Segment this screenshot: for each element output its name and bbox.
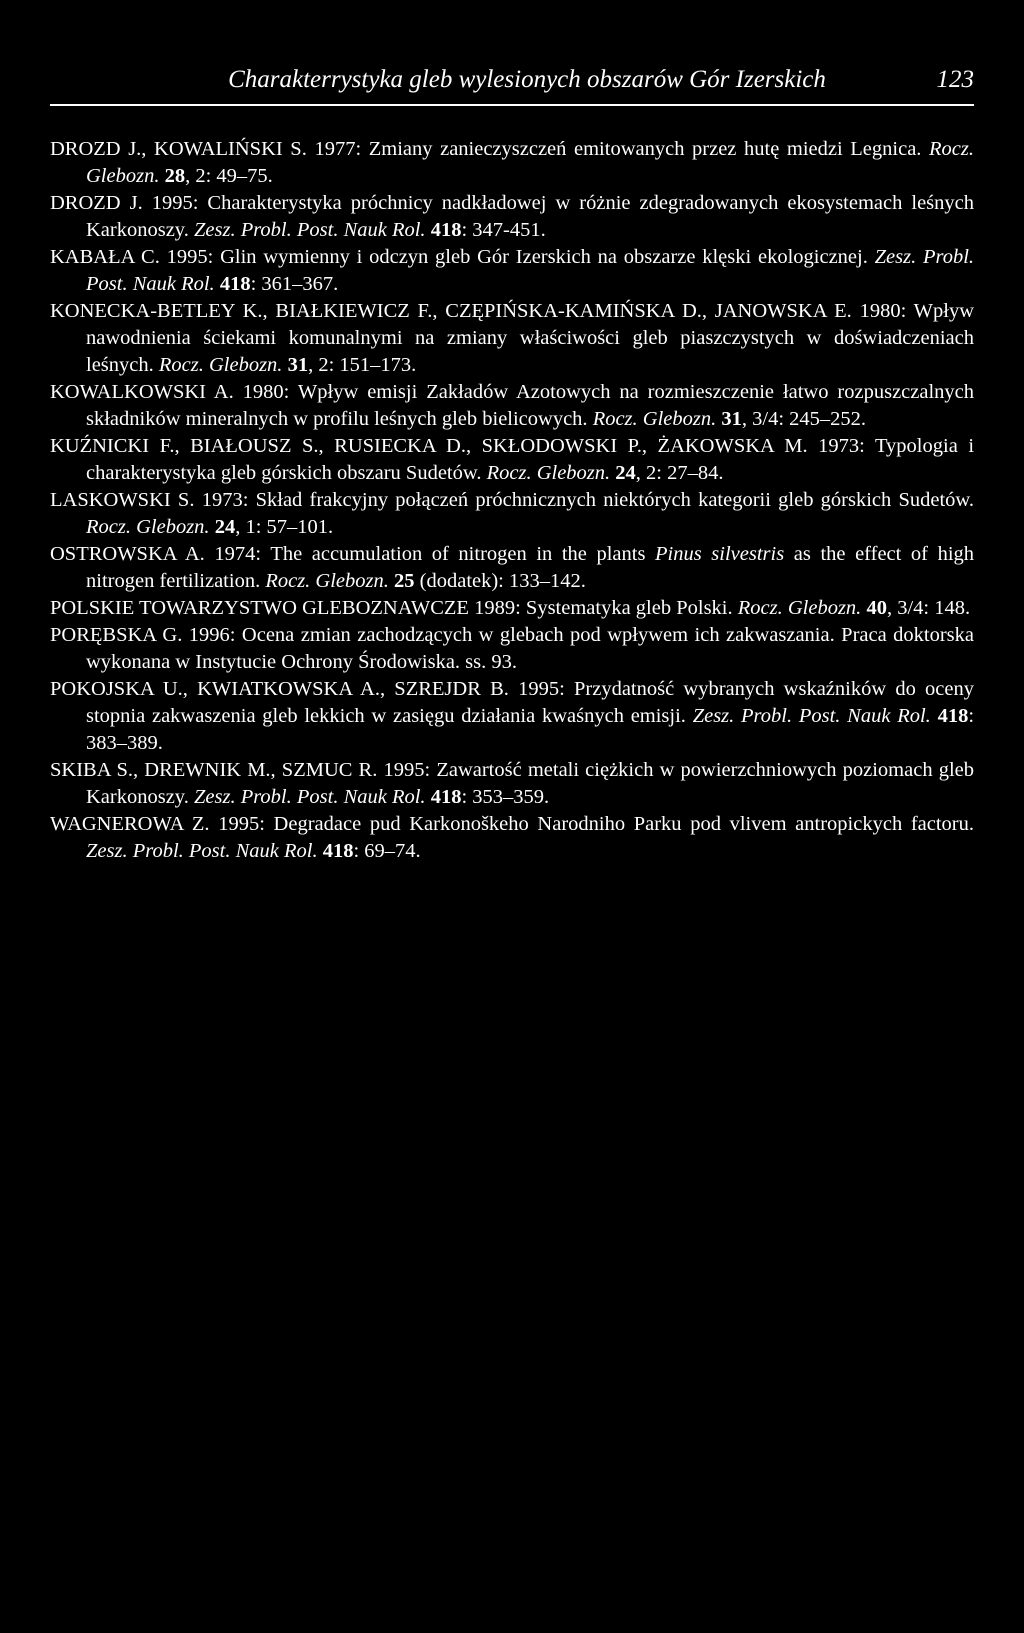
- reference-year: 1995: [383, 759, 425, 781]
- reference-year: 1973: [818, 435, 860, 457]
- reference-entry: DROZD J., KOWALIŃSKI S. 1977: Zmiany zanieczyszczeń emitowanych przez hutę miedzi Legnica. Rocz. Glebozn. 28, 2: 49–75.: [50, 138, 975, 187]
- reference-pages: : 353–359.: [461, 786, 550, 808]
- reference-journal: Rocz. Glebozn.: [265, 570, 389, 592]
- reference-entry: WAGNEROWA Z. 1995: Degradace pud Karkonoškeho Narodniho Parku pod vlivem antropickych factoru. Zesz. Probl. Post. Nauk Rol. 418: 69–74.: [50, 813, 975, 862]
- reference-authors: DROZD J.: [50, 192, 143, 214]
- reference-year: 1980: [859, 300, 901, 322]
- reference-year: 1995: [151, 192, 193, 214]
- reference-year: 1996: [188, 624, 230, 646]
- reference-volume: 418: [937, 705, 969, 727]
- reference-pages: , 3/4: 245–252.: [741, 408, 867, 430]
- reference-year: 1995: [218, 813, 260, 835]
- reference-list: [50, 136, 974, 865]
- reference-journal: Rocz. Glebozn.: [592, 408, 717, 430]
- reference-volume: 28: [164, 165, 186, 187]
- reference-year: 1995: [166, 246, 208, 268]
- reference-title: Zmiany zanieczyszczeń emitowanych przez hutę miedzi Legnica.: [368, 138, 922, 160]
- reference-entry: DROZD J. 1995: Charakterystyka próchnicy nadkładowej w różnie zdegradowanych ekosystemach leśnych Karkonoszy. Zesz. Probl. Post. Nauk Rol. 418: 347-451.: [50, 192, 974, 241]
- reference-year: 1989: [474, 597, 516, 619]
- reference-pages: : 69–74.: [353, 840, 421, 862]
- reference-authors: OSTROWSKA A.: [50, 543, 205, 565]
- reference-authors: KABAŁA C.: [50, 246, 160, 268]
- reference-volume: 31: [287, 354, 309, 376]
- reference-pages: : 361–367.: [250, 273, 339, 295]
- reference-title: Typologia i charakterystyka gleb górskich obszaru Sudetów.: [86, 435, 975, 484]
- reference-pages: , 1: 57–101.: [235, 516, 334, 538]
- reference-pages: , 3/4: 148.: [886, 597, 971, 619]
- reference-volume: 24: [615, 462, 636, 484]
- reference-entry: KONECKA-BETLEY K., BIAŁKIEWICZ F., CZĘPIŃSKA-KAMIŃSKA D., JANOWSKA E. 1980: Wpływ nawodnienia ściekami komunalnymi na zmiany właściwości gleb piaszczystych w doświadczeniach leśnych. Rocz. Glebozn. 31, 2: 151–173.: [50, 300, 975, 376]
- reference-entry: OSTROWSKA A. 1974: The accumulation of nitrogen in the plants Pinus silvestris as the effect of high nitrogen fertilization. Rocz. Glebozn. 25 (dodatek): 133–142.: [50, 543, 975, 592]
- page-number: 123: [936, 66, 974, 93]
- reference-year: 1974: [214, 543, 256, 565]
- reference-title: The accumulation of nitrogen in the plants: [270, 543, 646, 565]
- reference-pages: : 347-451.: [461, 219, 546, 241]
- reference-authors: PORĘBSKA G.: [50, 624, 183, 646]
- reference-authors: SKIBA S., DREWNIK M., SZMUC R.: [50, 759, 378, 781]
- reference-pages: , 2: 49–75.: [185, 165, 273, 187]
- reference-entry: LASKOWSKI S. 1973: Skład frakcyjny połączeń próchnicznych niektórych kategorii gleb górskich Sudetów. Rocz. Glebozn. 24, 1: 57–101.: [50, 489, 975, 538]
- reference-pages: , 2: 27–84.: [635, 462, 724, 484]
- reference-journal: Zesz. Probl. Post. Nauk Rol.: [692, 705, 931, 727]
- reference-title: Charakterystyka próchnicy nadkładowej w różnie zdegradowanych ekosystemach leśnych Karkonoszy.: [86, 192, 974, 241]
- reference-title: Wpływ emisji Zakładów Azotowych na rozmieszczenie łatwo rozpuszczalnych składników mineralnych w profilu leśnych gleb bielicowych.: [86, 381, 975, 430]
- reference-journal: Zesz. Probl. Post. Nauk Rol.: [193, 786, 426, 808]
- reference-volume: 418: [322, 840, 354, 862]
- reference-volume: 40: [866, 597, 887, 619]
- running-title: Charakterrystyka gleb wylesionych obszarów Gór Izerskich: [228, 66, 826, 93]
- reference-year: 1995: [518, 678, 560, 700]
- reference-title-end: as the effect of high nitrogen fertilization.: [86, 543, 975, 592]
- reference-title: Zawartość metali ciężkich w powierzchniowych poziomach gleb Karkonoszy.: [86, 759, 974, 808]
- reference-volume: 418: [430, 219, 462, 241]
- reference-journal: Rocz. Glebozn.: [86, 138, 975, 187]
- reference-pages: , 2: 151–173.: [308, 354, 417, 376]
- reference-entry: KOWALKOWSKI A. 1980: Wpływ emisji Zakładów Azotowych na rozmieszczenie łatwo rozpuszczalnych składników mineralnych w profilu leśnych gleb bielicowych. Rocz. Glebozn. 31, 3/4: 245–252.: [50, 381, 975, 430]
- reference-year: 1980: [242, 381, 284, 403]
- reference-authors: WAGNEROWA Z.: [50, 813, 210, 835]
- reference-volume: 31: [721, 408, 742, 430]
- reference-entry: POKOJSKA U., KWIATKOWSKA A., SZREJDR B. 1995: Przydatność wybranych wskaźników do oceny stopnia zakwaszenia gleb lekkich w zasięgu działania kwaśnych emisji. Zesz. Probl. Post. Nauk Rol. 418: 383–389.: [50, 678, 975, 754]
- reference-authors: DROZD J., KOWALIŃSKI S.: [50, 138, 307, 160]
- reference-title: Systematyka gleb Polski.: [525, 597, 733, 619]
- reference-entry: KABAŁA C. 1995: Glin wymienny i odczyn gleb Gór Izerskich na obszarze klęski ekologicznej. Zesz. Probl. Post. Nauk Rol. 418: 361–367.: [50, 246, 975, 295]
- reference-authors: KUŹNICKI F., BIAŁOUSZ S., RUSIECKA D., SKŁODOWSKI P., ŻAKOWSKA M.: [50, 435, 808, 457]
- reference-authors: KOWALKOWSKI A.: [50, 381, 234, 403]
- reference-year: 1977: [314, 138, 356, 160]
- reference-journal: Rocz. Glebozn.: [158, 354, 283, 376]
- reference-entry: POLSKIE TOWARZYSTWO GLEBOZNAWCZE 1989: Systematyka gleb Polski. Rocz. Glebozn. 40, 3/4: 148.: [50, 597, 971, 619]
- reference-title: Skład frakcyjny połączeń próchnicznych niektórych kategorii gleb górskich Sudetów.: [255, 489, 975, 511]
- reference-journal: Zesz. Probl. Post. Nauk Rol.: [193, 219, 426, 241]
- reference-volume: 418: [430, 786, 462, 808]
- reference-volume: 418: [219, 273, 251, 295]
- reference-journal: Rocz. Glebozn.: [86, 516, 210, 538]
- reference-pages: (dodatek): 133–142.: [414, 570, 586, 592]
- reference-title: Wpływ nawodnienia ściekami komunalnymi na zmiany właściwości gleb piaszczystych w doświadczeniach leśnych.: [86, 300, 975, 376]
- reference-journal: Zesz. Probl. Post. Nauk Rol.: [86, 246, 975, 295]
- reference-pages: : 383–389.: [86, 705, 975, 754]
- reference-volume: 24: [214, 516, 236, 538]
- reference-title-italic: Pinus silvestris: [655, 543, 785, 565]
- reference-authors: POLSKIE TOWARZYSTWO GLEBOZNAWCZE: [50, 597, 469, 619]
- reference-title: Degradace pud Karkonoškeho Narodniho Parku pod vlivem antropickych factoru.: [273, 813, 975, 835]
- running-head: [50, 64, 974, 106]
- reference-journal: Zesz. Probl. Post. Nauk Rol.: [86, 840, 318, 862]
- reference-volume: 25: [394, 570, 415, 592]
- reference-entry: SKIBA S., DREWNIK M., SZMUC R. 1995: Zawartość metali ciężkich w powierzchniowych poziomach gleb Karkonoszy. Zesz. Probl. Post. Nauk Rol. 418: 353–359.: [50, 759, 974, 808]
- reference-year: 1973: [201, 489, 243, 511]
- reference-title: Glin wymienny i odczyn gleb Gór Izerskich na obszarze klęski ekologicznej.: [220, 246, 868, 268]
- reference-title: Przydatność wybranych wskaźników do oceny stopnia zakwaszenia gleb lekkich w zasięgu działania kwaśnych emisji.: [86, 678, 974, 727]
- reference-authors: POKOJSKA U., KWIATKOWSKA A., SZREJDR B.: [50, 678, 509, 700]
- reference-entry: PORĘBSKA G. 1996: Ocena zmian zachodzących w glebach pod wpływem ich zakwaszania. Praca doktorska wykonana w Instytucie Ochrony Środowiska. ss. 93.: [50, 624, 974, 673]
- reference-journal: Rocz. Glebozn.: [486, 462, 611, 484]
- reference-entry: KUŹNICKI F., BIAŁOUSZ S., RUSIECKA D., SKŁODOWSKI P., ŻAKOWSKA M. 1973: Typologia i charakterystyka gleb górskich obszaru Sudetów. Rocz. Glebozn. 24, 2: 27–84.: [50, 435, 975, 484]
- reference-authors: LASKOWSKI S.: [50, 489, 195, 511]
- reference-title: Ocena zmian zachodzących w glebach pod wpływem ich zakwaszania. Praca doktorska wykonana w Instytucie Ochrony Środowiska. ss. 93.: [86, 624, 974, 673]
- reference-authors: KONECKA-BETLEY K., BIAŁKIEWICZ F., CZĘPIŃSKA-KAMIŃSKA D., JANOWSKA E.: [50, 300, 852, 322]
- reference-journal: Rocz. Glebozn.: [737, 597, 862, 619]
